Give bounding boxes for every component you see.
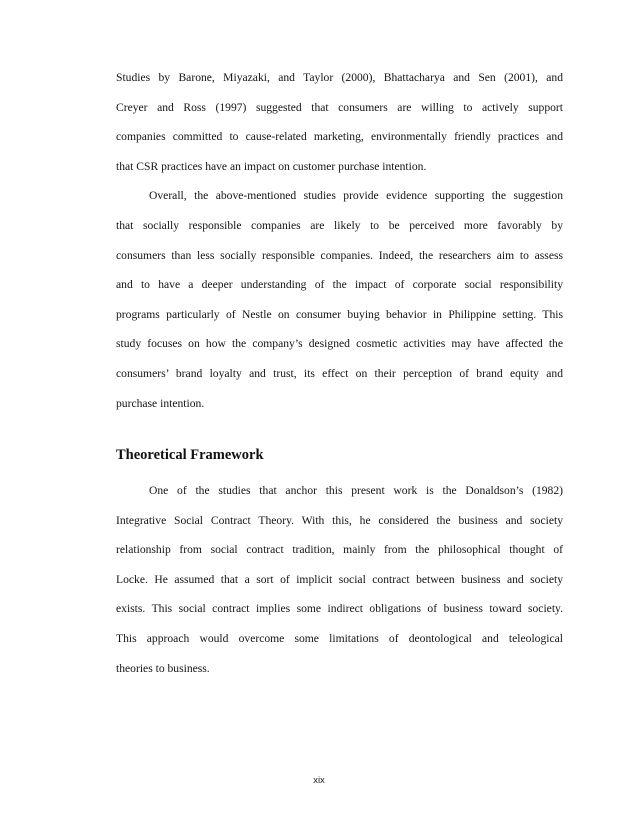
paragraph-3-line: exists. This social contract implies some indirect obligations of business toward society. [116,602,563,616]
paragraph-3-line: One of the studies that anchor this present work is the Donaldson’s (1982) [149,484,563,497]
paragraph-3-line: theories to business. [116,661,210,675]
paragraph-2-line: that socially responsible companies are likely to be perceived more favorably by [116,218,563,232]
paragraph-2-line: programs particularly of Nestle on consumer buying behavior in Philippine setting. This [116,307,563,321]
paragraph-2-line: study focuses on how the company’s designed cosmetic activities may have affected the [116,337,563,351]
paragraph-2-line: consumers’ brand loyalty and trust, its effect on their perception of brand equity and [116,366,563,380]
paragraph-1-line: Creyer and Ross (1997) suggested that consumers are willing to actively support [116,100,563,114]
paragraph-3-line: This approach would overcome some limitations of deontological and teleological [116,631,563,645]
paragraph-2-line: and to have a deeper understanding of the impact of corporate social responsibility [116,278,563,292]
paragraph-3-line: Integrative Social Contract Theory. With this, he considered the business and society [116,513,563,527]
paragraph-2-line: purchase intention. [116,396,205,410]
paragraph-3-line: relationship from social contract tradition, mainly from the philosophical thought of [116,543,563,557]
paragraph-3-line: Locke. He assumed that a sort of implicit social contract between business and society [116,572,563,586]
paragraph-1-line: Studies by Barone, Miyazaki, and Taylor (2000), Bhattacharya and Sen (2001), and [116,71,563,84]
page-number: xix [313,775,325,786]
paragraph-2-line: consumers than less socially responsible companies. Indeed, the researchers aim to assess [116,248,563,262]
body-text-lower [116,476,563,683]
body-text-upper [116,63,563,418]
paragraph-1-line: that CSR practices have an impact on customer purchase intention. [116,159,427,173]
paragraph-2-line: Overall, the above-mentioned studies provide evidence supporting the suggestion [149,189,563,203]
section-heading: Theoretical Framework [116,447,264,463]
paragraph-1-line: companies committed to cause-related marketing, environmentally friendly practices and [116,130,563,144]
